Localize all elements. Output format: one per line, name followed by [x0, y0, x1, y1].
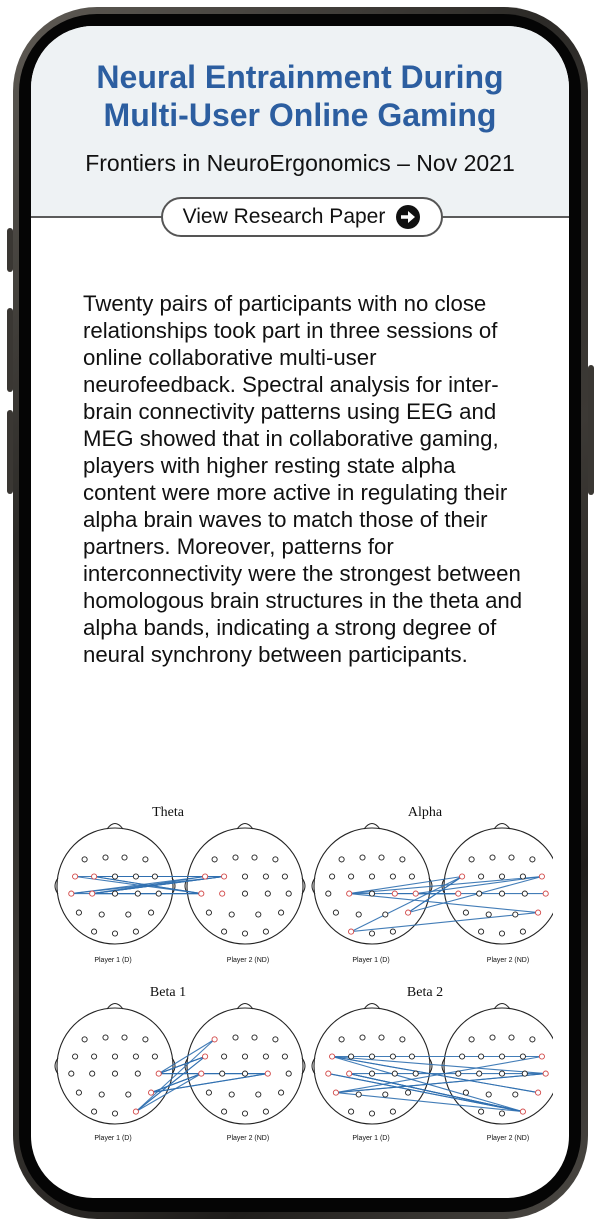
beta2-electrode	[406, 1090, 411, 1095]
alpha-electrode	[379, 855, 384, 860]
beta2-electrode	[390, 1054, 395, 1059]
beta2-electrode	[379, 1035, 384, 1040]
theta-electrode	[112, 874, 117, 879]
theta-electrode	[99, 912, 104, 917]
alpha-electrode	[479, 874, 484, 879]
beta1-electrode	[279, 1090, 284, 1095]
alpha-electrode	[349, 929, 354, 934]
beta1-electrode	[122, 1035, 127, 1040]
theta-electrode	[76, 910, 81, 915]
beta1-electrode	[112, 1071, 117, 1076]
beta2-electrode	[349, 1109, 354, 1114]
beta2-electrode	[539, 1054, 544, 1059]
alpha-connection	[351, 913, 538, 932]
beta2-electrode	[509, 1035, 514, 1040]
beta2-connection	[332, 1057, 546, 1074]
theta-electrode	[156, 891, 161, 896]
theta-electrode	[263, 874, 268, 879]
theta-electrode	[90, 891, 95, 896]
alpha-electrode	[469, 857, 474, 862]
beta2-electrode	[522, 1071, 527, 1076]
alpha-electrode	[392, 891, 397, 896]
theta-electrode	[112, 931, 117, 936]
theta-electrode	[279, 910, 284, 915]
beta2-electrode	[536, 1090, 541, 1095]
theta-electrode	[206, 910, 211, 915]
beta2-electrode	[413, 1071, 418, 1076]
beta2-electrode	[349, 1054, 354, 1059]
theta-electrode	[212, 857, 217, 862]
beta1-electrode	[126, 1092, 131, 1097]
alpha-electrode	[356, 912, 361, 917]
beta1-electrode	[273, 1037, 278, 1042]
beta2-electrode	[409, 1054, 414, 1059]
beta2-electrode	[330, 1054, 335, 1059]
beta1-electrode	[220, 1071, 225, 1076]
alpha-player2-label: Player 2 (ND)	[486, 957, 530, 964]
beta1-electrode	[152, 1054, 157, 1059]
alpha-electrode	[520, 874, 525, 879]
alpha-electrode	[390, 929, 395, 934]
beta2-electrode	[460, 1054, 465, 1059]
beta1-electrode	[265, 1071, 270, 1076]
alpha-electrode	[369, 874, 374, 879]
alpha-electrode	[530, 857, 535, 862]
beta1-electrode	[203, 1054, 208, 1059]
beta1-electrode	[99, 1092, 104, 1097]
beta2-electrode	[356, 1092, 361, 1097]
screen	[31, 26, 569, 1198]
theta-electrode	[92, 929, 97, 934]
beta1-electrode	[286, 1071, 291, 1076]
beta1-electrode	[212, 1037, 217, 1042]
alpha-electrode	[390, 874, 395, 879]
beta1-electrode	[242, 1054, 247, 1059]
alpha-electrode	[509, 855, 514, 860]
alpha-electrode	[409, 874, 414, 879]
beta1-head-2-outline	[187, 1008, 303, 1124]
theta-electrode	[252, 855, 257, 860]
beta1-electrode	[242, 1071, 247, 1076]
beta2-electrode	[400, 1037, 405, 1042]
beta1-electrode	[282, 1054, 287, 1059]
beta2-electrode	[543, 1071, 548, 1076]
view-research-paper-label: View Research Paper	[182, 205, 386, 228]
theta-electrode	[242, 931, 247, 936]
alpha-head-1-outline	[314, 828, 430, 944]
theta-electrode	[82, 857, 87, 862]
beta2-electrode	[333, 1090, 338, 1095]
beta1-electrode	[112, 1054, 117, 1059]
beta2-electrode	[383, 1092, 388, 1097]
page-title	[31, 58, 569, 134]
alpha-electrode	[486, 912, 491, 917]
beta2-electrode	[369, 1111, 374, 1116]
beta1-electrode	[103, 1035, 108, 1040]
alpha-electrode	[499, 874, 504, 879]
beta2-electrode	[326, 1071, 331, 1076]
alpha-electrode	[543, 891, 548, 896]
beta1-electrode	[92, 1054, 97, 1059]
phone-volume-up-button	[7, 308, 13, 392]
alpha-electrode	[339, 857, 344, 862]
beta2-electrode	[479, 1109, 484, 1114]
alpha-electrode	[463, 910, 468, 915]
alpha-electrode	[360, 855, 365, 860]
theta-electrode	[242, 874, 247, 879]
beta2-electrode	[499, 1071, 504, 1076]
theta-electrode	[92, 874, 97, 879]
beta1-player1-label: Player 1 (D)	[94, 1135, 132, 1142]
beta2-electrode	[369, 1054, 374, 1059]
abstract-text: Twenty pairs of participants with no close relationships took part in three sessions of online collaborative multi-user neurofeedback. Spectral analysis for inter-brain connectivity patterns using EEG and MEG showed that in collaborative gaming, players with higher resting state alpha content were more active in regulating their alpha brain waves to match those of their partners. Moreover, patterns for interconnectivity were the strongest between homologous brain structures in the theta and alpha bands, indicating a strong degree of neural synchrony between participants.	[83, 291, 523, 667]
alpha-electrode	[406, 910, 411, 915]
beta2-connection	[332, 1057, 538, 1093]
panel-title-beta1: Beta 1	[149, 985, 187, 1000]
beta2-electrode	[369, 1071, 374, 1076]
alpha-electrode	[349, 874, 354, 879]
theta-electrode	[135, 891, 140, 896]
alpha-electrode	[513, 912, 518, 917]
beta2-player1-label: Player 1 (D)	[352, 1135, 390, 1142]
beta1-electrode	[222, 1109, 227, 1114]
beta2-electrode	[390, 1109, 395, 1114]
beta1-electrode	[92, 1109, 97, 1114]
beta1-electrode	[133, 1054, 138, 1059]
theta-electrode	[229, 912, 234, 917]
theta-head-2-outline	[187, 828, 303, 944]
title-line-2: Multi-User Online Gaming	[103, 97, 497, 133]
beta2-electrode	[499, 1111, 504, 1116]
beta1-electrode	[135, 1071, 140, 1076]
theta-electrode	[122, 855, 127, 860]
beta2-electrode	[499, 1054, 504, 1059]
alpha-electrode	[330, 874, 335, 879]
alpha-electrode	[326, 891, 331, 896]
alpha-electrode	[522, 891, 527, 896]
theta-electrode	[203, 874, 208, 879]
theta-player1-label: Player 1 (D)	[94, 957, 132, 964]
beta2-electrode	[530, 1037, 535, 1042]
beta2-electrode	[360, 1035, 365, 1040]
alpha-electrode	[413, 891, 418, 896]
beta1-electrode	[263, 1054, 268, 1059]
beta1-connection	[136, 1074, 201, 1112]
alpha-electrode	[347, 891, 352, 896]
phone-power-button	[588, 365, 594, 495]
theta-electrode	[143, 857, 148, 862]
header	[31, 26, 569, 218]
theta-electrode	[263, 929, 268, 934]
theta-electrode	[265, 891, 270, 896]
alpha-electrode	[456, 891, 461, 896]
alpha-electrode	[499, 931, 504, 936]
theta-electrode	[152, 874, 157, 879]
beta1-electrode	[76, 1090, 81, 1095]
theta-electrode	[282, 874, 287, 879]
beta1-electrode	[143, 1037, 148, 1042]
beta2-electrode	[513, 1092, 518, 1097]
theta-electrode	[69, 891, 74, 896]
beta2-player2-label: Player 2 (ND)	[486, 1135, 530, 1142]
alpha-head-2-outline	[444, 828, 553, 944]
theta-electrode	[233, 855, 238, 860]
theta-electrode	[112, 891, 117, 896]
alpha-electrode	[383, 912, 388, 917]
beta2-electrode	[347, 1071, 352, 1076]
beta2-connection	[336, 1074, 546, 1093]
beta1-electrode	[222, 1054, 227, 1059]
beta1-electrode	[199, 1071, 204, 1076]
theta-electrode	[199, 891, 204, 896]
theta-electrode	[126, 912, 131, 917]
beta2-electrode	[486, 1092, 491, 1097]
panel-title-alpha: Alpha	[407, 805, 443, 820]
beta1-electrode	[229, 1092, 234, 1097]
phone-action-button	[7, 228, 13, 272]
beta1-electrode	[256, 1092, 261, 1097]
alpha-electrode	[479, 929, 484, 934]
alpha-electrode	[499, 891, 504, 896]
alpha-electrode	[536, 910, 541, 915]
theta-electrode	[222, 929, 227, 934]
theta-electrode	[73, 874, 78, 879]
theta-electrode	[256, 912, 261, 917]
beta1-electrode	[133, 1109, 138, 1114]
beta1-electrode	[73, 1054, 78, 1059]
theta-player2-label: Player 2 (ND)	[226, 957, 270, 964]
alpha-electrode	[520, 929, 525, 934]
beta2-electrode	[479, 1054, 484, 1059]
beta2-electrode	[456, 1071, 461, 1076]
beta1-electrode	[112, 1111, 117, 1116]
beta2-electrode	[520, 1054, 525, 1059]
beta1-electrode	[90, 1071, 95, 1076]
alpha-electrode	[490, 855, 495, 860]
alpha-electrode	[400, 857, 405, 862]
journal-subtitle: Frontiers in NeuroErgonomics – Nov 2021	[85, 150, 515, 176]
beta1-player2-label: Player 2 (ND)	[226, 1135, 270, 1142]
beta2-electrode	[520, 1109, 525, 1114]
beta2-connection	[349, 1074, 523, 1112]
beta1-electrode	[156, 1071, 161, 1076]
beta1-electrode	[206, 1090, 211, 1095]
beta1-electrode	[252, 1035, 257, 1040]
theta-electrode	[286, 891, 291, 896]
alpha-player1-label: Player 1 (D)	[352, 957, 390, 964]
theta-electrode	[133, 929, 138, 934]
theta-electrode	[133, 874, 138, 879]
beta2-electrode	[469, 1037, 474, 1042]
theta-electrode	[149, 910, 154, 915]
beta2-connection	[336, 1093, 523, 1112]
beta1-electrode	[233, 1035, 238, 1040]
theta-electrode	[222, 874, 227, 879]
alpha-electrode	[477, 891, 482, 896]
beta1-electrode	[263, 1109, 268, 1114]
beta1-connection	[136, 1057, 205, 1112]
panel-title-theta: Theta	[152, 805, 184, 820]
beta2-electrode	[339, 1037, 344, 1042]
beta2-head-1-outline	[314, 1008, 430, 1124]
beta2-electrode	[392, 1071, 397, 1076]
panel-title-beta2: Beta 2	[406, 985, 444, 1000]
connectivity-figure	[53, 796, 553, 1176]
title-line-1: Neural Entrainment During	[96, 59, 504, 95]
alpha-electrode	[333, 910, 338, 915]
alpha-electrode	[539, 874, 544, 879]
alpha-electrode	[369, 891, 374, 896]
alpha-electrode	[460, 874, 465, 879]
view-research-paper-button[interactable]	[161, 197, 443, 237]
theta-electrode	[103, 855, 108, 860]
beta2-electrode	[477, 1071, 482, 1076]
beta1-head-1-outline	[57, 1008, 173, 1124]
arrow-right-circle-icon	[395, 204, 421, 230]
beta2-electrode	[490, 1035, 495, 1040]
beta1-electrode	[69, 1071, 74, 1076]
alpha-electrode	[369, 931, 374, 936]
theta-electrode	[242, 891, 247, 896]
beta1-electrode	[242, 1111, 247, 1116]
theta-electrode	[220, 891, 225, 896]
beta1-electrode	[82, 1037, 87, 1042]
phone-volume-down-button	[7, 410, 13, 494]
beta1-electrode	[149, 1090, 154, 1095]
theta-electrode	[273, 857, 278, 862]
beta2-electrode	[463, 1090, 468, 1095]
